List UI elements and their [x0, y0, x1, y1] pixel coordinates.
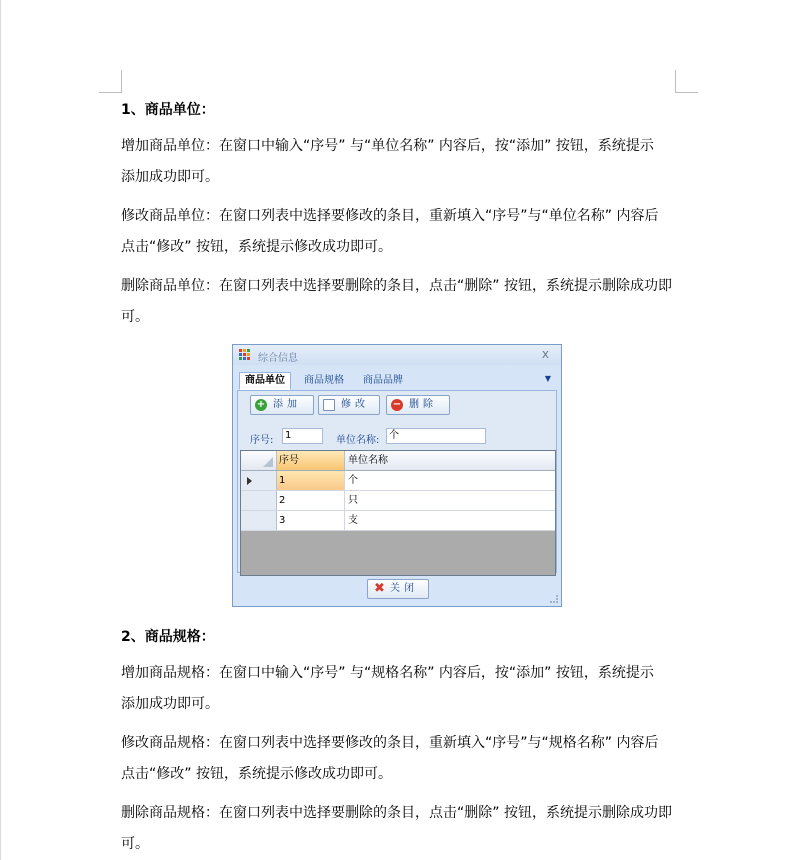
- edit-button[interactable]: [318, 395, 380, 415]
- app-grid-icon: [239, 349, 251, 361]
- add-button[interactable]: [250, 395, 314, 415]
- tab-bar: [237, 370, 557, 391]
- table-row[interactable]: [241, 491, 555, 511]
- text-line: 删除商品规格：在窗口列表中选择要删除的条目，点击“删除” 按钮，系统提示删除成功即: [121, 805, 672, 821]
- page-edge: [0, 0, 1, 860]
- close-icon[interactable]: x: [541, 347, 549, 361]
- seq-input[interactable]: 1: [282, 428, 323, 444]
- text-line: 添加成功即可。: [121, 696, 219, 712]
- margin-corner-top-right: [675, 70, 698, 93]
- text-line: 点击“修改” 按钮，系统提示修改成功即可。: [121, 766, 392, 782]
- text-line: 修改商品规格：在窗口列表中选择要修改的条目，重新填入“序号”与“规格名称” 内容后: [121, 735, 659, 751]
- edit-icon: [323, 399, 335, 411]
- section1-heading: 1、商品单位：: [121, 102, 215, 118]
- text-line: 增加商品单位：在窗口中输入“序号” 与“单位名称” 内容后，按“添加” 按钮，系统提示: [121, 138, 654, 154]
- section2-heading: 2、商品规格：: [121, 629, 215, 645]
- dialog-titlebar: [233, 345, 561, 365]
- section1-paragraph-edit: [121, 201, 681, 263]
- unit-name-label: 单位名称:: [336, 435, 380, 446]
- cell-seq[interactable]: 3: [277, 511, 345, 530]
- section2-paragraph-add: [121, 658, 681, 720]
- section1-paragraph-add: [121, 131, 681, 193]
- close-button[interactable]: [367, 579, 429, 599]
- resize-grip-icon[interactable]: [550, 595, 558, 603]
- edit-button-label: 修改: [341, 399, 369, 410]
- close-button-label: 关闭: [390, 583, 418, 594]
- text-line: 增加商品规格：在窗口中输入“序号” 与“规格名称” 内容后，按“添加” 按钮，系统提示: [121, 665, 654, 681]
- cell-name[interactable]: 只: [348, 495, 358, 506]
- grid-header: [241, 451, 555, 471]
- seq-label: 序号:: [250, 435, 274, 446]
- minus-icon: −: [392, 399, 402, 410]
- select-all-cell[interactable]: [241, 451, 277, 470]
- cell-name[interactable]: 支: [348, 515, 358, 526]
- tab-spec[interactable]: 商品规格: [304, 375, 344, 386]
- section1-paragraph-delete: [121, 271, 681, 333]
- close-x-icon: ✖: [374, 581, 385, 596]
- toolbar: [244, 395, 544, 419]
- tab-panel-unit: [237, 391, 557, 573]
- table-row[interactable]: [241, 471, 555, 491]
- cell-seq[interactable]: 2: [277, 491, 345, 510]
- row-header[interactable]: [241, 471, 277, 490]
- margin-corner-top-left: [99, 70, 122, 93]
- row-pointer-icon: [247, 477, 252, 485]
- text-line: 可。: [121, 836, 149, 852]
- column-header-name[interactable]: 单位名称: [348, 455, 388, 466]
- text-line: 删除商品单位：在窗口列表中选择要删除的条目，点击“删除” 按钮，系统提示删除成功即: [121, 278, 672, 294]
- tab-menu-chevron-icon[interactable]: ▼: [544, 374, 551, 383]
- text-line: 可。: [121, 309, 149, 325]
- cell-name[interactable]: 个: [348, 475, 358, 486]
- tab-unit[interactable]: 商品单位: [239, 372, 291, 390]
- section2-paragraph-delete: [121, 798, 681, 860]
- row-header[interactable]: [241, 511, 277, 530]
- text-line: 修改商品单位：在窗口列表中选择要修改的条目，重新填入“序号”与“单位名称” 内容后: [121, 208, 659, 224]
- table-row[interactable]: [241, 511, 555, 531]
- text-line: 点击“修改” 按钮，系统提示修改成功即可。: [121, 239, 392, 255]
- dialog-title: 综合信息: [258, 353, 298, 364]
- delete-button[interactable]: [386, 395, 450, 415]
- add-button-label: 添加: [273, 399, 301, 410]
- unit-name-input[interactable]: 个: [386, 428, 486, 444]
- cell-seq[interactable]: 1: [277, 471, 345, 490]
- delete-button-label: 删除: [409, 399, 437, 410]
- tab-brand[interactable]: 商品品牌: [363, 375, 403, 386]
- row-header[interactable]: [241, 491, 277, 510]
- section2-paragraph-edit: [121, 728, 681, 790]
- text-line: 添加成功即可。: [121, 169, 219, 185]
- form-row: [246, 428, 556, 446]
- plus-icon: +: [256, 399, 266, 410]
- unit-grid: [240, 450, 556, 576]
- info-dialog: [232, 344, 562, 607]
- column-header-seq[interactable]: 序号: [277, 451, 345, 470]
